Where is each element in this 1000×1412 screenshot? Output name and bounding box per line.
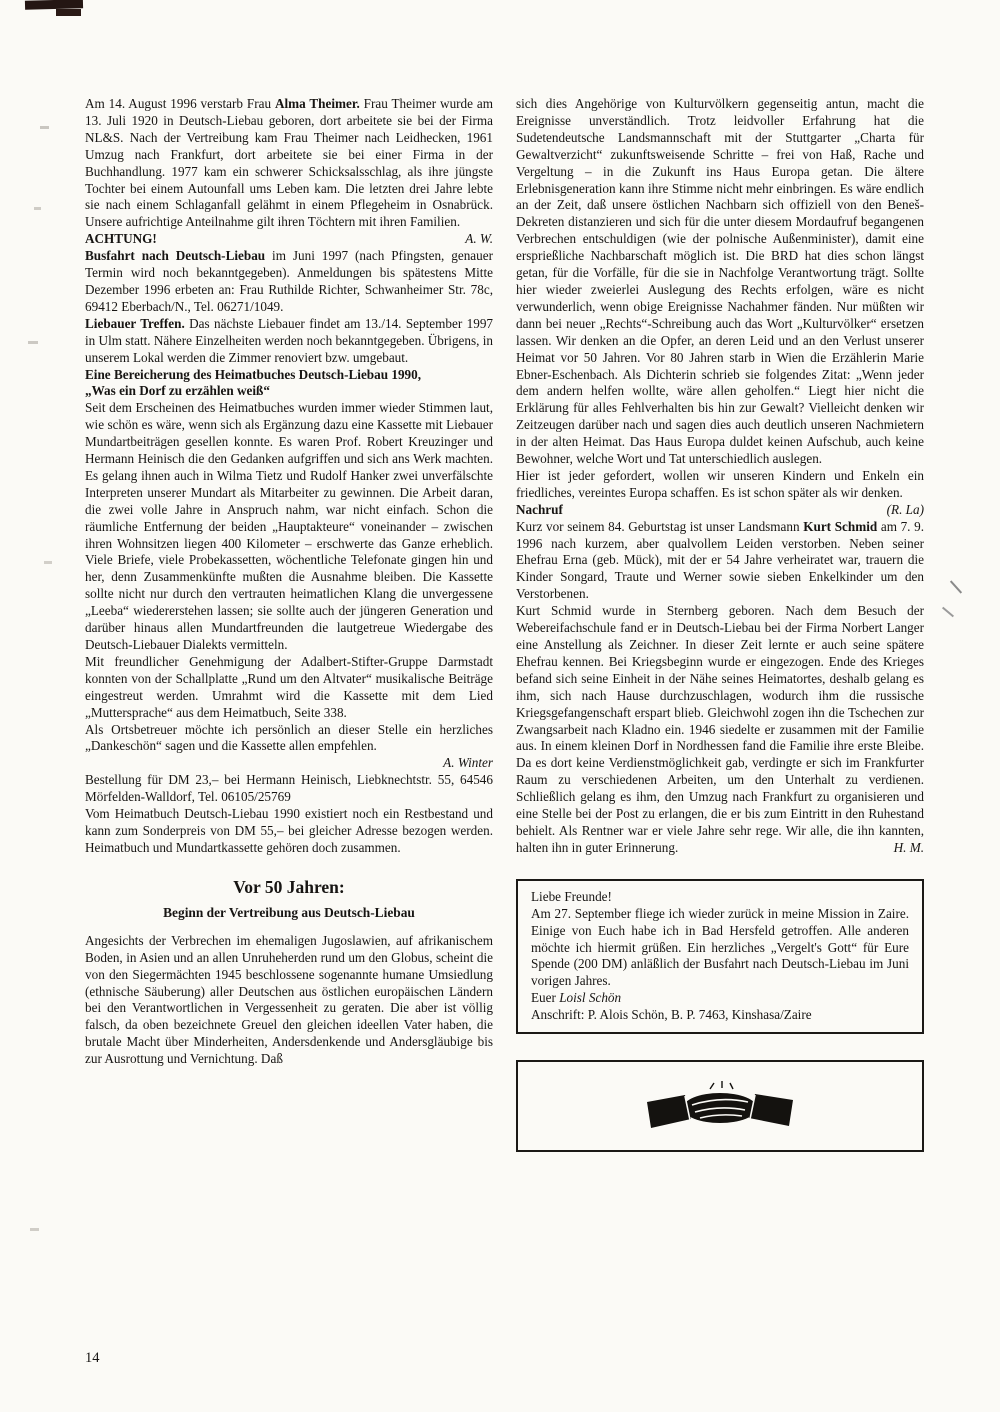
scan-artifact [950, 580, 962, 593]
text-segment: Euer [531, 990, 560, 1006]
vertreibung-paragraph: Angesichts der Verbrechen im ehemaligen Jugoslawien, auf afrikanischem Boden, in Asien und an allen Unruheherden rund um den Globus, scheint die von den Siegermächten 1945 beschlossene sogenannte humane Umsiedlung (ethnische Säuberung) aller Deutschen aus östlichen europäischen Ländern bei den Verantwortlichen in Vergessenheit zu geraten. Die aber ist völlig falsch, da oben bezeichnete Greuel den gleichen ideellen Vater haben, die brutale Macht über Minderheiten, Andersdenkende und Andersgläubige bis zur Ausrottung und Vernichtung. Daß [85, 932, 493, 1067]
signature-a-winter: A. Winter [443, 755, 493, 771]
letter-signoff [531, 990, 909, 1007]
nachruf-paragraph-2 [516, 603, 924, 857]
heimatbuch-paragraph-1: Seit dem Erscheinen des Heimatbuches wurden immer wieder Stimmen laut, wie schön es wäre, wenn sich als Ergänzung dazu eine Kassette mit Liebauer Mundartbeiträgen gesellen konnte. Es waren Prof. Robert Kreuzinger und Hermann Heinisch die den Gedanken aufgriffen und sich ans Werk machten. Es gelang ihnen auch in Wilma Tietz und Rudolf Hanker zwei unverfälschte Interpreten unserer Mundart als Mitarbeiter zu gewinnen. Die Arbeit daran, die zwei volle Jahre in Anspruch nahm, war nicht einfach. Schon die räumliche Entfernung der beiden „Hauptakteure“ voneinander – zwischen ihren Wohnsitzen liegen 400 Kilometer – erschwerte das Ganze erheblich. Viele Briefe, viele Probekassetten, wöchentliche Telefonate gingen hin und her, denn Zusammenkünfte mußten die Ausnahme bleiben. Die Kassette sollte nicht nur durch den vertrauten heimatlichen Klang die unvergessene „Leeba“ wiedererstehen lassen; sie sollte auch der jüngeren Generation und darüber hinaus allen Mundartfreunden die lautgetreue Wiedergabe des Deutsch-Liebauer Dialekts vermitteln. [85, 400, 493, 652]
scan-artifact [44, 561, 52, 564]
nachruf-heading: Nachruf [516, 501, 563, 517]
letter-body: Am 27. September fliege ich wieder zurück in meine Mission in Zaire. Einige von Euch habe ich in Bad Hersfeld getroffen. Alle anderen möchte ich hiermit grüßen. Ein herzliches „Vergelt's Gott“ für Eure Spende (200 DM) anläßlich der Busfahrt nach Deutsch-Liebau im Juni vorigen Jahres. [531, 905, 909, 989]
page-number: 14 [85, 1350, 100, 1366]
heimatbuch-heading [85, 367, 493, 401]
handshake-box [516, 1060, 924, 1152]
text-segment: Am 14. August 1996 verstarb Frau [85, 96, 275, 111]
treffen-notice [85, 316, 493, 367]
letter-box [516, 879, 924, 1034]
two-column-layout [85, 96, 923, 1152]
scan-artifact [40, 126, 49, 129]
heading-line: Eine Bereicherung des Heimatbuches Deutsch-Liebau 1990, [85, 366, 422, 382]
signature: A. W. [465, 231, 493, 247]
text-segment: Frau Theimer wurde am 13. Juli 1920 in Deutsch-Liebau geboren, dort arbeitete sie bei der Firma NL&S. Nach der Vertreibung kam Frau Theimer nach Leidhecken, 1961 Umzug nach Frankfurt, dort arbeitete sie bei einer Firma in der Buchhandlung. 1977 kam ein schwerer Schicksalsschlag, als ihre jüngste Tochter bei einem Autounfall ums Leben kam. Die letzten drei Jahre lebte sie nach einem Schlaganfall gelähmt in einem Pflegeheim in Osnabrück. Unsere aufrichtige Anteilnahme gilt ihren Töchtern mit ihren Familien. [85, 96, 493, 230]
treffen-lead: Liebauer Treffen. [85, 315, 185, 331]
heimatbuch-paragraph-3: Als Ortsbetreuer möchte ich persönlich an dieser Stelle ein herzliches „Dankeschön“ sagen und die Kassette allen empfehlen. [85, 721, 493, 754]
text-segment: Kurt Schmid wurde in Sternberg geboren. Nach dem Besuch der Webereifachschule fand er in Deutsch-Liebau bei der Firma Norbert Langer eine Anstellung als Zeichner. In dieser Zeit lernte er auch seine spätere Ehefrau kennen. Bei Kriegsbeginn wurde er eingezogen. Ende des Krieges befand sich seine Einheit in der Nähe seines Heimatortes, deshalb gelang es ihm, sich nach Hause durchzuschlagen, wodurch ihm die russische Kriegsgefangenschaft erspart blieb. Gleichwohl zogen ihn die Tschechen zur Zwangsarbeit nach Kladno ein. 1946 siedelte er zusammen mit der Familie aus. In einem kleinen Dorf in Nordhessen fand die Familie ihre erste Bleibe. Da es dort keine Verdienstmöglichkeit gab, verdingte er sich im Frankfurter Raum zu verschiedenen Arbeiten, um den Unterhalt zu verdienen. Schließlich gelang es ihm, den Umzug nach Frankfurt zu organisieren und eine Stelle bei der Post zu erlangen, die er bis zum Eintritt in den Ruhestand behielt. Als Rentner war er viele Jahre sehr rege. Wir alle, die ihn kannten, halten ihn in guter Erinnerung. [516, 603, 924, 855]
text-segment: Hier ist jeder gefordert, wollen wir unseren Kindern und Enkeln ein friedliches, vereintes Europa schaffen. Es ist schon später als wir denken. [516, 467, 924, 500]
deceased-name: Kurt Schmid [803, 518, 878, 534]
letter-address: Anschrift: P. Alois Schön, B. P. 7463, Kinshasa/Zaire [531, 1007, 812, 1023]
scan-artifact [56, 9, 81, 16]
europa-paragraph: sich dies Angehörige von Kulturvölkern gegenseitig antun, macht die Ereignisse unverständlich. Trotz leidvoller Erfahrung hat die Sudetendeutsche Landsmannschaft mit der Stuttgarter „Charta für Gewaltverzicht“ zukunftsweisende Schritte – frei von Haß, Rache und Vergeltung – in die Zukunft ins Haus Europa getan. Die ältere Erlebnisgeneration kann ihre Stimme nicht mehr einbringen. Es wäre endlich an der Zeit, daß unsere östlichen Nachbarn sich offiziell von den Beneš-Dekreten distanzieren und sich für die unter diesem Mordaufruf begangenen Verbrechen entschuldigen (wie der polnische Außenminister), damit eine ersprießliche Nachbarschaft möglich ist. Die BRD hat dies schon längst getan, für die Vorfälle, für die sie in Nachfolge Verantwortung trägt. Sollte hier wieder zweierlei Auslegung des Rechts erfolgen, wäre es nicht verwunderlich, wenn obige Ereignisse Nachahmer fänden. Nur müßten wir dann bei neuer „Rechts“-Schreibung auch das Wort „Kulturvölker“ ersetzen lassen. Wir denken an die Opfer, an deren Leid und an den Verlust unserer Heimat vor 50 Jahren. Vor 80 Jahren starb in Wien die Erzählerin Marie Ebner-Eschenbach. Als Dichterin schrieb sie folgendes Zitat: „Wenn jeder dem andern helfen wollte, wäre allen geholfen.“ Liegt hier nicht die Erklärung für alles Fehlverhalten bis hin zur Gewalt? Vielleicht denken wir Zeitzeugen darüber nach und sagen dies auch deutlich unseren Nachmietern in der alten Heimat. Das Haus Europa duldet keinen Aufschub, auch keine Bewohner, welche Wort und Tat unterschiedlich auslegen. [516, 96, 924, 467]
scan-artifact [942, 607, 954, 618]
busfahrt-lead: Busfahrt nach Deutsch-Liebau [85, 248, 266, 264]
letter-signature-name: Loisl Schön [559, 990, 622, 1006]
text-segment: Das nächste Liebauer findet am 13./14. September 1997 in Ulm statt. Nähere Einzelheiten werden noch bekanntgegeben. Übrigens, in unserem Lokal werden die Zimmer renoviert bzw. umgebaut. [85, 315, 494, 365]
scan-artifact [34, 207, 41, 210]
vor-50-jahren-title: Vor 50 Jahren: [233, 876, 345, 897]
text-segment: im Juni 1997 (nach Pfingsten, genauer Termin wird noch bekanntgegeben). Anmeldungen bis spätestens Mitte Dezember 1996 erbeten an: Frau Ruthilde Richter, Schwanheimer Str. 78c, 69412 Eberbach/N., Tel. 06271/1049. [85, 248, 493, 314]
signature: (R. La) [886, 501, 924, 517]
right-column [516, 96, 924, 1152]
achtung-heading: ACHTUNG! [85, 231, 157, 247]
scan-artifact [30, 1228, 39, 1231]
text-segment: am 7. 9. 1996 nach kurzem, aber qualvollem Leiden verstorben. Neben seiner Ehefrau Erna (geb. Mück), mit der er 54 Jahre verheiratet war, trauern die Kinder Songard, Traute und Werner sowie sieben Enkelkinder um den Verstorbenen. [516, 518, 924, 602]
vertreibung-subtitle: Beginn der Vertreibung aus Deutsch-Liebau [163, 904, 415, 920]
signature: H. M. [893, 839, 924, 855]
nachruf-paragraph-1 [516, 519, 924, 604]
busfahrt-notice [85, 248, 493, 316]
obituary-name: Alma Theimer. [274, 96, 360, 111]
scan-artifact [28, 341, 38, 344]
letter-salutation: Liebe Freunde! [531, 888, 612, 904]
scan-artifact [25, 0, 83, 10]
heimatbuch-restbestand: Vom Heimatbuch Deutsch-Liebau 1990 existiert noch ein Restbestand und kann zum Sonderpreis von DM 55,– bei gleicher Adresse bezogen werden. Heimatbuch und Mundartkassette gehören doch zusammen. [85, 806, 493, 855]
handshake-icon [645, 1075, 795, 1137]
left-column [85, 96, 493, 1152]
text-segment: Kurz vor seinem 84. Geburtstag ist unser Landsmann [516, 518, 804, 534]
heading-line: „Was ein Dorf zu erzählen weiß“ [85, 383, 270, 399]
heimatbuch-paragraph-2: Mit freundlicher Genehmigung der Adalbert-Stifter-Gruppe Darmstadt konnten von der Schallplatte „Rund um den Altvater“ musikalische Beiträge eingestreut werden. Umrahmt wird die Kassette mit dem Lied „Muttersprache“ aus dem Heimatbuch, Seite 338. [85, 653, 493, 720]
heimatbuch-order-info: Bestellung für DM 23,– bei Hermann Heinisch, Liebknechtstr. 55, 64546 Mörfelden-Walldorf, Tel. 06105/25769 [85, 772, 493, 805]
